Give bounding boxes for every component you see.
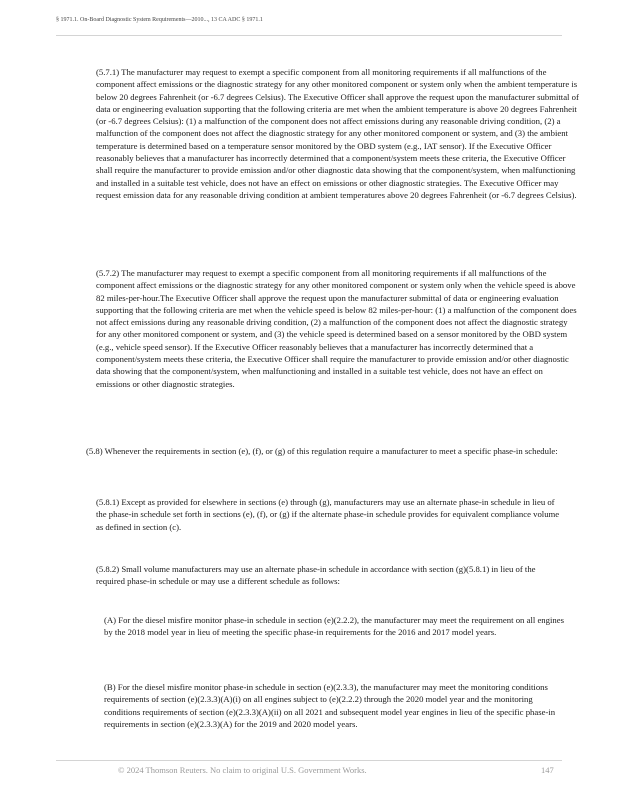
paragraph-5-8: (5.8) Whenever the requirements in section (e), (f), or (g) of this regulation require a manufacturer to meet a specific phase-in schedule:	[86, 446, 558, 456]
page-number: 147	[541, 765, 554, 775]
paragraph-5-8-2: (5.8.2) Small volume manufacturers may use an alternate phase-in schedule in accordance with section (g)(5.8.1) in lieu of the required phase-in schedule or may use a different schedule as follows:	[96, 564, 536, 587]
paragraph-b: (B) For the diesel misfire monitor phase-in schedule in section (e)(2.3.3), the manufacturer may meet the monitoring conditions requirements of section (e)(2.3.3)(A)(i) on all engines subject to (e)(2.2.2) through the 2020 model year and the monitoring conditions requirements of section (e)(2.3.3)(A)(ii) on all 2021 and subsequent model year engines in lieu of the specific phase-in requirements in section (e)(2.3.3)(A) for the 2019 and 2020 model years.	[104, 682, 556, 729]
copyright-notice: © 2024 Thomson Reuters. No claim to original U.S. Government Works.	[118, 765, 367, 775]
paragraph-5-7-2: (5.7.2) The manufacturer may request to exempt a specific component from all monitoring requirements if all malfunctions of the component affect emissions or the diagnostic strategy for any other monitored component or system only when the vehicle speed is above 82 miles-per-hour.The Executive Officer shall approve the request upon the manufacturer submittal of data or engineering evaluation supporting that the following criteria are met when the vehicle speed is below 82 miles-per-hour: (1) a malfunction of the component does not affect emissions during any reasonable driving condition, (2) a malfunction of the component does not affect the diagnostic strategy for any other monitored component or system, and (3) the vehicle speed is determined based on a sensor monitored by the OBD system (e.g., vehicle speed sensor). If the Executive Officer reasonably believes that a manufacturer has incorrectly determined that a component/system meets these criteria, the Executive Officer shall require the manufacturer to provide emission and/or other diagnostic data showing that the component/system, when malfunctioning and installed in a suitable test vehicle, does not have an effect on emissions or other diagnostic strategies.	[96, 268, 577, 389]
running-header: § 1971.1. On-Board Diagnostic System Requirements—2010..., 13 CA ADC § 1971.1	[56, 17, 263, 23]
paragraph-5-7-1: (5.7.1) The manufacturer may request to exempt a specific component from all monitoring requirements if all malfunctions of the component affect emissions or the diagnostic strategy for any other monitored component or system only when the ambient temperature is below 20 degrees Fahrenheit (or -6.7 degrees Celsius). The Executive Officer shall approve the request upon the manufacturer submittal of data or engineering evaluation supporting that the following criteria are met when the ambient temperature is above 20 degrees Fahrenheit (or -6.7 degrees Celsius): (1) a malfunction of the component does not affect emissions during any reasonable driving condition, (2) a malfunction of the component does not affect the diagnostic strategy for any other monitored component or system, and (3) the ambient temperature is determined based on a temperature sensor monitored by the OBD system (e.g., IAT sensor). If the Executive Officer reasonably believes that a manufacturer has incorrectly determined that a component/system meets these criteria, the Executive Officer shall require the manufacturer to provide emission and/or other diagnostic data showing that the component/system, when malfunctioning and installed in a suitable test vehicle, does not have an effect on emissions or other diagnostic strategies. The Executive Officer may request emission data for any reasonable driving condition at ambient temperatures above 20 degrees Fahrenheit (or -6.7 degrees Celsius).	[96, 67, 579, 200]
footer-divider	[56, 760, 562, 761]
paragraph-5-8-1: (5.8.1) Except as provided for elsewhere in sections (e) through (g), manufacturers may use an alternate phase-in schedule in lieu of the phase-in schedule set forth in sections (e), (f), or (g) if the alternate phase-in schedule provides for equivalent compliance volume as defined in section (c).	[96, 497, 560, 532]
header-divider	[56, 35, 562, 36]
paragraph-a: (A) For the diesel misfire monitor phase-in schedule in section (e)(2.2.2), the manufacturer may meet the requirement on all engines by the 2018 model year in lieu of meeting the specific phase-in requirements for the 2016 and 2017 model years.	[104, 615, 564, 638]
